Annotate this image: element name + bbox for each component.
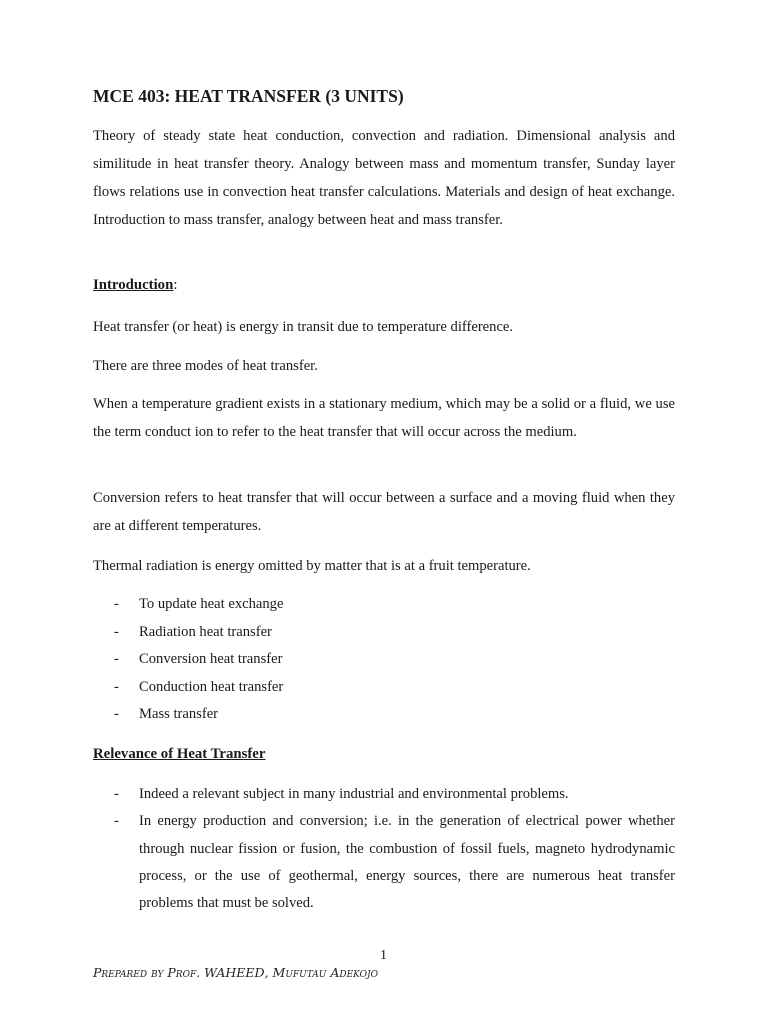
course-overview: Theory of steady state heat conduction, convection and radiation. Dimensional analysis and similitude in heat transfer theory. Analogy between mass and momentum transfer, Sunday layer flows relations use in convection heat transfer calculations. Materials and design of heat exchange. Introduction to mass transfer, analogy between heat and mass transfer. [93, 128, 675, 228]
intro-paragraph-5: Thermal radiation is energy omitted by matter that is at a fruit temperature. [93, 558, 531, 574]
list-item-text: To update heat exchange [139, 596, 284, 612]
bullet-dash: - [114, 786, 119, 802]
relevance-heading-text: Relevance of Heat Transfer [93, 746, 266, 762]
bullet-dash: - [114, 623, 119, 640]
modes-list [93, 591, 675, 729]
list-item-text: Conduction heat transfer [139, 678, 284, 695]
intro-paragraph-2: There are three modes of heat transfer. [93, 358, 318, 374]
introduction-heading-text: Introduction [93, 277, 174, 293]
bullet-dash: - [114, 596, 119, 612]
intro-paragraph-1: Heat transfer (or heat) is energy in transit due to temperature difference. [93, 319, 514, 335]
bullet-dash: - [114, 706, 119, 723]
bullet-dash: - [114, 678, 119, 695]
course-title: MCE 403: HEAT TRANSFER (3 UNITS) [93, 86, 404, 106]
introduction-heading [93, 277, 177, 294]
relevance-heading [93, 746, 265, 763]
footer-suffix: , Mufutau Adekojo [264, 965, 378, 980]
footer-attribution [93, 965, 378, 980]
list-item [93, 781, 675, 808]
list-item [93, 808, 675, 917]
list-item-text: Mass transfer [139, 706, 219, 723]
list-item [93, 619, 675, 647]
intro-paragraph-3: When a temperature gradient exists in a stationary medium, which may be a solid or a fluid, we use the term conduct ion to refer to the heat transfer that will occur across the medium. [93, 396, 675, 440]
bullet-dash: - [114, 813, 119, 830]
list-item-text: Indeed a relevant subject in many industrial and environmental problems. [139, 786, 569, 802]
list-item-text: Radiation heat transfer [139, 623, 272, 640]
list-item [93, 591, 675, 619]
list-item [93, 646, 675, 674]
list-item [93, 674, 675, 702]
footer-prefix: Prepared by Prof. [93, 965, 205, 980]
list-item-text: In energy production and conversion; i.e. in the generation of electrical power whether through nuclear fission or fusion, the combustion of fossil fuels, magneto hydrodynamic process, or the use of geothermal, energy sources, there are numerous heat transfer problems that must be solved. [139, 813, 675, 912]
list-item [93, 701, 675, 729]
list-item-text: Conversion heat transfer [139, 651, 283, 668]
introduction-heading-colon: : [173, 277, 178, 293]
page-number: 1 [380, 948, 387, 963]
footer-name: WAHEED [204, 965, 265, 980]
bullet-dash: - [114, 651, 119, 668]
relevance-list [93, 781, 675, 917]
intro-paragraph-4: Conversion refers to heat transfer that will occur between a surface and a moving fluid when they are at different temperatures. [93, 490, 675, 534]
